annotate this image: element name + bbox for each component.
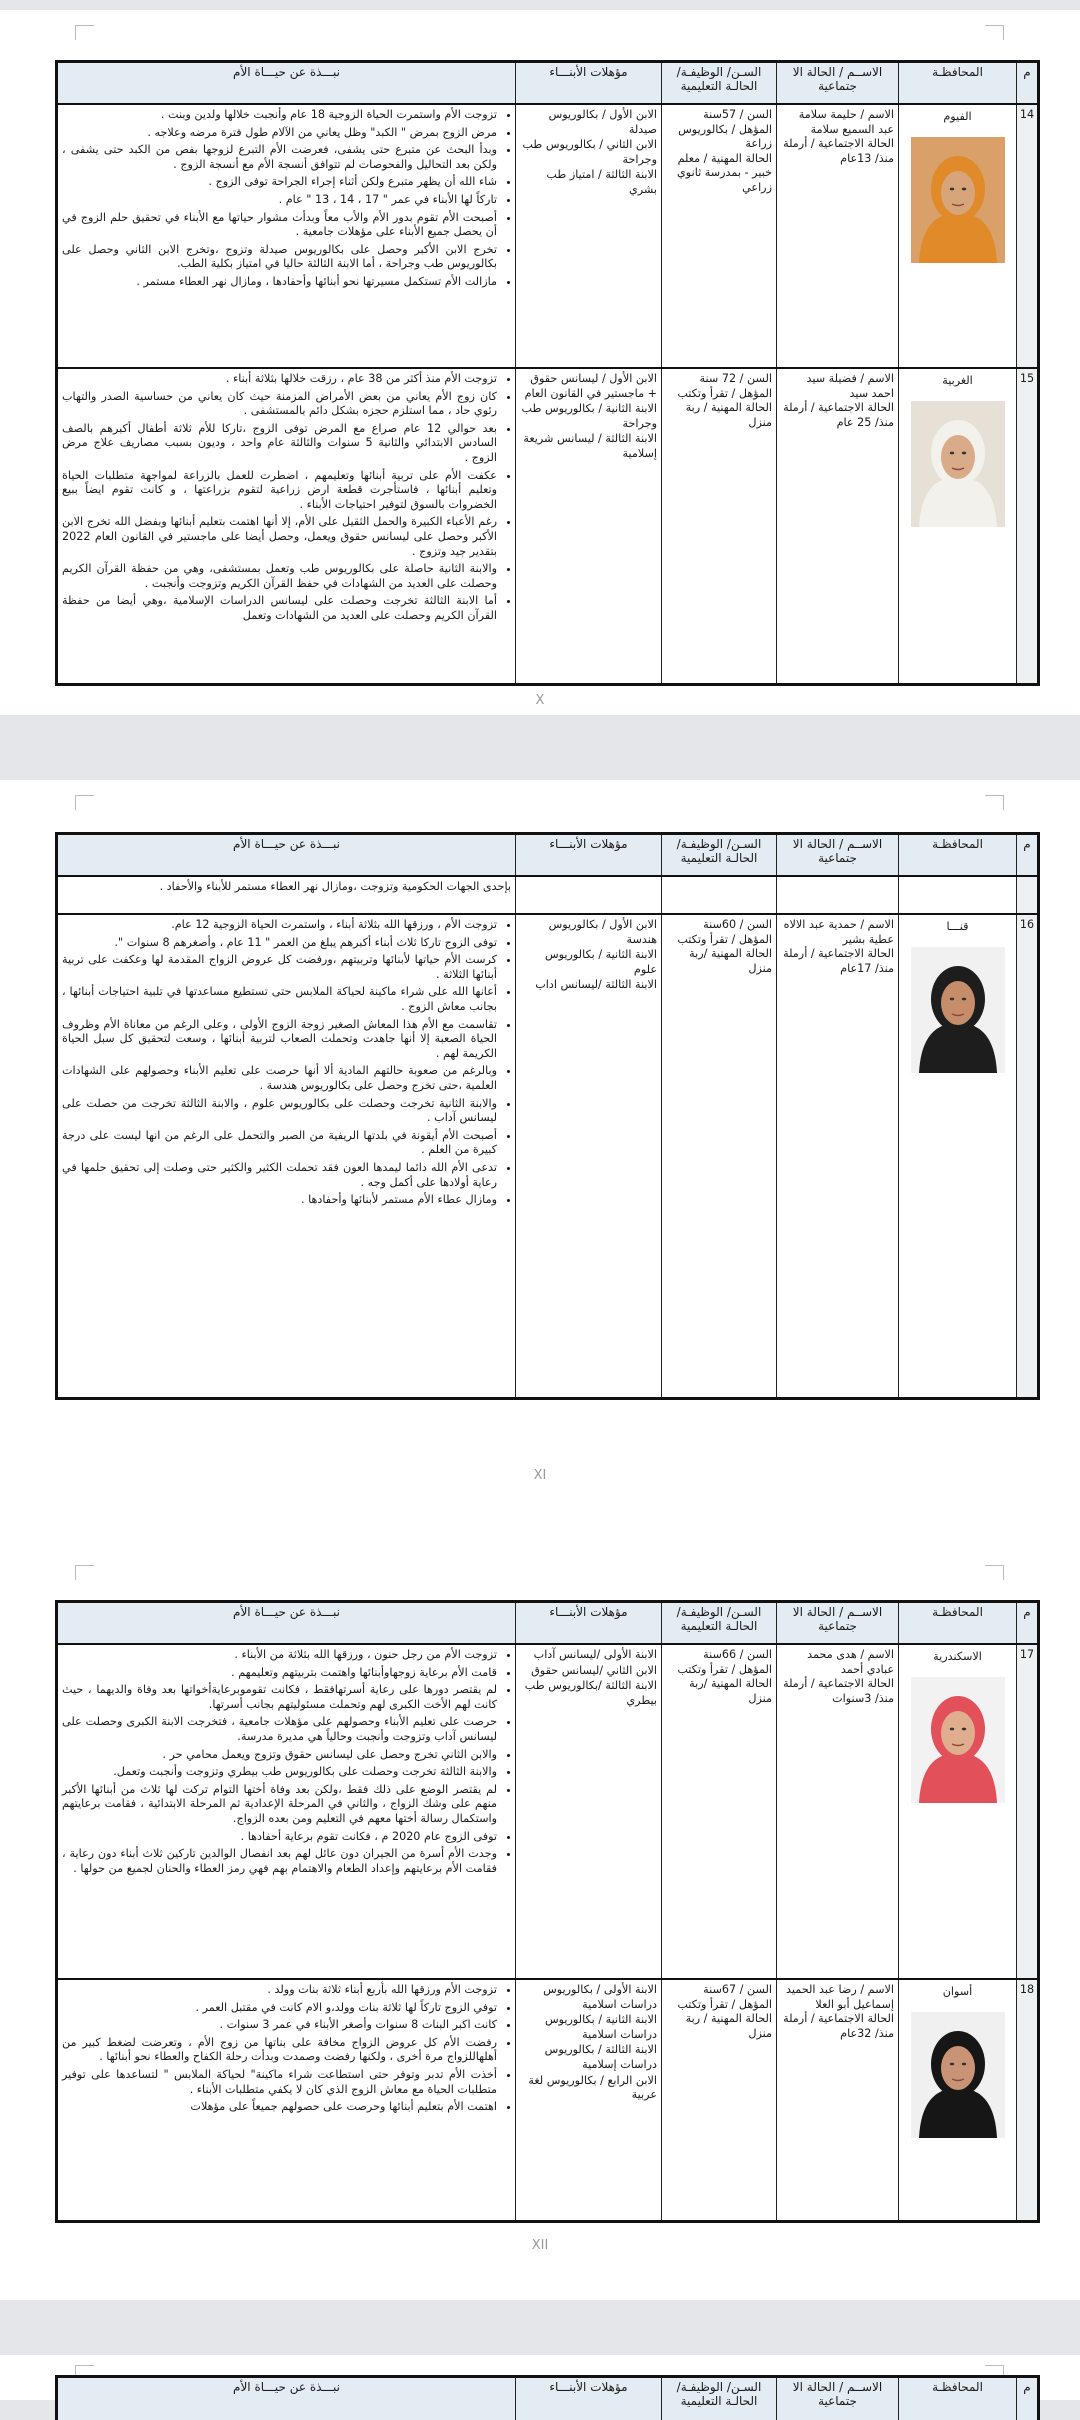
age-job-line: الحالة المهنية /ربة منزل	[689, 947, 772, 975]
age-job-line: المؤهل / تقرأ وتكتب	[677, 1662, 772, 1676]
biography-list	[62, 108, 511, 290]
document-page	[0, 10, 1080, 715]
biography-cell	[58, 1980, 515, 2220]
name-status-line: الاسم / فضيلة سيد احمد سيد	[806, 372, 894, 400]
biography-point: • عكفت الأم على تربية أبنائها وتعليمهم ، اضطرت للعمل بالزراعة لمواجهة متطلبات الحياة وتعليم أبنائها ، فاستأجرت قطعة ارض زراعية لتقوم بزراعتها ، و كانت تقوم ايضاً ببيع الخضروات بالسوق لتوفير احتياجات الأبناء .	[62, 469, 497, 513]
age-job-line: الحالة المهنية / ربة منزل	[685, 2012, 772, 2040]
biography-point: • أصبحت الأم أيقونة في بلدتها الريفية من الصبر والتحمل على الرغم من انها ليست على درجة كبيرة من العلم .	[62, 1129, 497, 1158]
header-name-status: الاســم / الحالة الا جتماعية	[776, 63, 898, 103]
biography-point: • حرصت على تعليم الأبناء وحصولهم على مؤهلات جامعية ، فتخرجت الابنة الكبرى وحصلت على ليسانس آداب وتزوجت وأنجبت وحالياً هي مديرة مدرسة.	[62, 1715, 497, 1744]
child-qualification: الابنة الثانية / بكالوريوس طب وجراحة	[521, 402, 657, 430]
row-number: 14	[1016, 105, 1037, 367]
woman-black-hijab-photo	[911, 947, 1005, 1073]
biography-list	[62, 1983, 511, 2115]
name-status-cell	[776, 1645, 898, 1978]
child-qualification: الابنة الثالثة /ليسانس اداب	[535, 978, 657, 992]
corner-mark	[985, 1565, 1004, 1580]
corner-mark	[75, 795, 94, 810]
biography-point: • والابنة الثانية حاصلة على بكالوريوس طب وتعمل بمستشفى، وهي من حفظة القرآن الكريم وحصلت على العديد من الشهادات في حفظ القرآن الكريم وتزوجت وأنجبت .	[62, 562, 497, 591]
biography-point: • أخذت الأم تدبر وتوفر حتى استطاعت شراء ماكينة" لحياكة الملابس " لتساعدها على توفير متطلبات الحياة مع معاش الزوج الذي كان لا يكفي متطلبات الأبناء .	[62, 2068, 497, 2097]
biography-list	[62, 1648, 511, 1876]
biography-point: • تزوجت الأم من رجل حنون ، ورزقها الله بثلاثة من الأبناء .	[62, 1648, 497, 1663]
name-status-cell	[776, 915, 898, 1397]
row-number: 18	[1016, 1980, 1037, 2220]
children-cell	[515, 105, 661, 367]
age-job-cell	[661, 369, 776, 683]
biography-point: • تاركاً لها الأبناء في عمر " 17 ، 14 ، 13 " عام .	[62, 193, 497, 208]
biography-cell	[58, 915, 515, 1397]
biography-point: • تزوجت الأم واستمرت الحياة الزوجية 18 عام وأنجبت خلالها ولدين وبنت .	[62, 108, 497, 123]
age-job-line: المؤهل / تقرأ وتكتب	[677, 1997, 772, 2011]
biography-point: • لم يقتصر دورها على رعاية أسرتهافقط ، فكانت تقوموبرعايةأخواتها بعد وفاة والديهما ، حيث كانت لهم الأخت الكبرى لهم وتحملت مسئوليتهم بجانب أسرتها.	[62, 1683, 497, 1712]
biography-point: • قامت الأم برعاية زوجهاوأبنائها واهتمت بتربيتهم وتعليمهم .	[62, 1666, 497, 1681]
header-mother-biography: نبـــذة عن حيـــاة الأم	[58, 2378, 515, 2420]
governorate-cell	[898, 1980, 1016, 2220]
header-children-qualifications: مؤهلات الأبنـــاء	[515, 1603, 661, 1643]
table-header-row	[58, 2378, 1037, 2420]
row-number: 17	[1016, 1645, 1037, 1978]
biography-point: • ومازال عطاء الأم مستمر لأبنائها وأحفادها .	[62, 1193, 497, 1208]
age-job-line: الحالة المهنية / ربة منزل	[685, 401, 772, 429]
biography-point: • كانت اكبر البنات 8 سنوات وأصغر الأبناء في عمر 3 سنوات .	[62, 2018, 497, 2033]
age-job-line: السن / 57سنة	[703, 108, 772, 121]
governorate-cell	[898, 105, 1016, 367]
child-qualification: الابن الرابع / بكالوريوس لغة عربية	[528, 2073, 657, 2102]
name-status-cell	[776, 1980, 898, 2220]
age-job-line: السن / 67سنة	[703, 1983, 772, 1996]
name-status-line: الحالة الاجتماعية / أرملة	[783, 947, 894, 961]
header-children-qualifications: مؤهلات الأبنـــاء	[515, 2378, 661, 2420]
age-job-cell	[661, 1980, 776, 2220]
governorate-name: الاسكندرية	[933, 1650, 982, 1663]
child-qualification: الابن الأول / بكالوريوس هندسة	[548, 918, 657, 946]
header-children-qualifications: مؤهلات الأبنـــاء	[515, 835, 661, 875]
biography-list	[62, 918, 511, 1208]
table-row	[58, 105, 1037, 369]
age-job-line: السن / 60سنة	[703, 918, 772, 931]
table-row	[58, 1980, 1037, 2220]
continuation-row	[58, 877, 1037, 915]
biography-point: • تزوجت الأم ، ورزقها الله بثلاثة أبناء ، واستمرت الحياة الزوجية 12 عام.	[62, 918, 497, 933]
name-status-line: منذ/ 25 عام	[836, 415, 894, 429]
biography-cell	[58, 1645, 515, 1978]
biography-cell	[58, 369, 515, 683]
age-job-cell	[661, 105, 776, 367]
woman-orange-hijab-photo	[911, 137, 1005, 263]
governorate-cell	[898, 1645, 1016, 1978]
woman-black-hijab-photo-2	[911, 2012, 1005, 2138]
name-status-cell	[776, 105, 898, 367]
age-job-line: المؤهل / بكالوريوس زراعة	[678, 122, 772, 151]
biography-point: • تزوجت الأم ورزقها الله بأربع أبناء ثلاثة بنات وولد .	[62, 1983, 497, 1998]
woman-red-hijab-photo	[911, 1677, 1005, 1803]
biography-cell	[58, 105, 515, 367]
child-qualification: الابنة الثانية / بكالوريوس دراسات اسلامية	[544, 2013, 657, 2041]
table-header-row	[58, 835, 1037, 877]
biography-point: • والابن الثاني تخرج وحصل على ليسانس حقوق وتزوج ويعمل محامي حر .	[62, 1748, 497, 1763]
header-age-job-education: السـن/ الوظيفـة/ الحالـة التعليمية	[661, 1603, 776, 1643]
biography-point: • توفي الزوج تاركاً لها ثلاثة بنات وولد،و الام كانت في مقتبل العمر .	[62, 2001, 497, 2016]
age-job-line: السن / 72 سنة	[699, 372, 772, 385]
governorate-cell	[898, 369, 1016, 683]
biography-point: • أصبحت الأم تقوم بدور الأم والأب معاً وبدأت مشوار حياتها مع الأبناء في تحقيق حلم الزوج في أن يحصل جميع الأبناء على مؤهلات جامعية .	[62, 211, 497, 240]
document-page	[0, 1550, 1080, 2300]
child-qualification: الابنة الثالثة / ليسانس شريعة إسلامية	[523, 432, 657, 460]
header-mother-biography: نبـــذة عن حيـــاة الأم	[58, 835, 515, 875]
biography-point: • شاء الله أن يظهر متبرع ولكن أثناء إجراء الجراحة توفى الزوج .	[62, 175, 497, 190]
biography-point: • وجدت الأم أسرة من الجيران دون عائل لهم بعد انفصال الوالدين تاركين ثلاث أبناء دون رعاية ، فقامت الأم برعايتهم وإعداد الطعام والاهتمام بهم فهي رمز العطاء والحنان لجميع من حولها .	[62, 1847, 497, 1876]
header-governorate: المحافظـة	[898, 835, 1016, 875]
governorate-name: قنـــا	[946, 920, 969, 933]
table-row	[58, 369, 1037, 683]
header-age-job-education: السـن/ الوظيفـة/ الحالـة التعليمية	[661, 835, 776, 875]
name-status-line: الاسم / هدى محمد عبادي أحمد	[807, 1648, 894, 1676]
biography-point: • لم يقتصر الوضع على ذلك فقط ،ولكن بعد وفاة أختها التوام تركت لها ثلاث من أبنائها الأكبر منهم على وشك الزواج ، والثاني في المرحلة الإعدادية ثم المرحلة الابتدائية ، فقامت برعايتهم واستكمال رسالة أختها معهم في التعليم ومن بعده الزواج.	[62, 1783, 497, 1827]
name-status-line: الاسم / حمدية عبد الالاه عطية بشير	[783, 918, 894, 946]
mothers-table	[55, 1600, 1040, 2223]
name-status-line: الحالة الاجتماعية / أرملة	[783, 1677, 894, 1691]
woman-white-hijab-photo	[911, 401, 1005, 527]
child-qualification: الابنة الثالثة / بكالوريوس دراسات إسلامية	[544, 2043, 657, 2071]
children-cell	[515, 1645, 661, 1978]
mothers-table	[55, 60, 1040, 686]
name-status-line: الاسم / حليمة سلامة عبد السميع سلامة	[798, 108, 894, 136]
age-job-line: الحالة المهنية /ربة منزل	[689, 1677, 772, 1705]
table-header-row	[58, 1603, 1037, 1645]
biography-point: • أما الابنة الثالثة تخرجت وحصلت على ليسانس الدراسات الإسلامية ،وهي أيضا من حفظة القرآن الكريم وحصلت على العديد من الشهادات وتعمل	[62, 594, 497, 623]
biography-point: • رفضت الأم كل عروض الزواج مخافة على بناتها من زوج الأم ، وتعرضت لضغط كبير من أهلهاللزواج مرة أخرى ، ولكنها رفضت وصمدت وبدأت رحلة الكفاح والعطاء نحو أبنائها .	[62, 2036, 497, 2065]
corner-mark	[985, 25, 1004, 40]
header-number: م	[1016, 63, 1037, 103]
child-qualification: الابنة الأولى / بكالوريوس دراسات اسلامية	[543, 1983, 657, 2011]
governorate-cell	[898, 915, 1016, 1397]
child-qualification: الابنة الثالثة / امتياز طب بشري	[546, 168, 657, 196]
child-qualification: الابن الثاني / بكالوريوس طب وجراحة	[522, 138, 657, 166]
biography-point: • كرست الأم حياتها لأبنائها وتربيتهم ،ورفضت كل عروض الزواج المقدمة لها وعكفت على تربية أبنائها الثلاثة .	[62, 953, 497, 982]
name-status-line: منذ/ 3سنوات	[832, 1691, 894, 1705]
header-number: م	[1016, 1603, 1037, 1643]
biography-point: • أعانها الله على شراء ماكينة لحياكة الملابس حتى تستطيع مساعدتها في تلبية احتياجات أبنائها ، بجانب معاش الزوج .	[62, 985, 497, 1014]
biography-point: • مازالت الأم تستكمل مسيرتها نحو أبنائها وأحفادها ، ومازال نهر العطاء مستمر .	[62, 275, 497, 290]
row-number: 16	[1016, 915, 1037, 1397]
child-qualification: الابنة الأولى /ليسانس آداب	[533, 1648, 657, 1661]
age-job-cell	[661, 1645, 776, 1978]
corner-mark	[75, 1565, 94, 1580]
table-row	[58, 915, 1037, 1397]
biography-point: • تخرج الابن الأكبر وحصل على بكالوريوس صيدلة وتزوج ،وتخرج الابن الثاني وحصل على بكالوريوس طب وجراحة ، أما الابنة الثالثة حاليا في امتياز بكلية الطب.	[62, 243, 497, 272]
header-governorate: المحافظـة	[898, 2378, 1016, 2420]
age-job-line: السن / 66سنة	[703, 1648, 772, 1661]
page-number: XI	[533, 1468, 547, 1483]
biography-point: • والابنة الثانية تخرجت وحصلت على بكالوريوس علوم ، والابنة الثالثة تخرجت من حصلت على ليسانس آداب .	[62, 1097, 497, 1126]
governorate-name: أسوان	[942, 1985, 973, 1998]
name-status-line: الحالة الاجتماعية / أرملة	[783, 401, 894, 415]
mothers-table	[55, 2375, 1040, 2420]
name-status-line: الاسم / رضا عبد الحميد إسماعيل أبو العلا	[786, 1983, 894, 2011]
continuation-text: بإحدى الجهات الحكومية وتزوجت ،ومازال نهر العطاء مستمر للأبناء والأحفاد .	[159, 880, 511, 893]
name-status-line: الحالة الاجتماعية / أرملة	[783, 137, 894, 151]
biography-point: • كان زوج الأم يعاني من بعض الأمراض المزمنة حيث كان يعاني من حساسية الصدر والتهاب رئوي حاد ، مما استلزم حجزه بشكل دائم بالمستشفى .	[62, 390, 497, 419]
biography-point: • توفى الزوج عام 2020 م ، فكانت تقوم برعاية أحفادها .	[62, 1830, 497, 1845]
biography-point: • مرض الزوج بمرض " الكبد" وظل يعاني من الآلام طول فترة مرضه وعلاجه .	[62, 126, 497, 141]
mothers-table	[55, 832, 1040, 1400]
header-mother-biography: نبـــذة عن حيـــاة الأم	[58, 63, 515, 103]
child-qualification: الابن الأول / بكالوريوس صيدلة	[548, 108, 657, 136]
children-cell	[515, 369, 661, 683]
document-page	[0, 780, 1080, 1555]
governorate-name: الغربية	[942, 374, 973, 387]
header-children-qualifications: مؤهلات الأبنـــاء	[515, 63, 661, 103]
governorate-name: الفيوم	[943, 110, 972, 123]
biography-point: • اهتمت الأم بتعليم أبنائها وحرصت على حصولهم جميعاً على مؤهلات	[62, 2100, 497, 2115]
header-mother-biography: نبـــذة عن حيـــاة الأم	[58, 1603, 515, 1643]
children-cell	[515, 915, 661, 1397]
header-governorate: المحافظـة	[898, 63, 1016, 103]
biography-list	[62, 372, 511, 624]
name-status-line: منذ/ 17عام	[840, 961, 894, 975]
header-age-job-education: السـن/ الوظيفـة/ الحالـة التعليمية	[661, 2378, 776, 2420]
table-row	[58, 1645, 1037, 1980]
name-status-cell	[776, 369, 898, 683]
age-job-line: المؤهل / تقرأ وتكتب	[677, 932, 772, 946]
header-age-job-education: السـن/ الوظيفـة/ الحالـة التعليمية	[661, 63, 776, 103]
header-number: م	[1016, 2378, 1037, 2420]
header-governorate: المحافظـة	[898, 1603, 1016, 1643]
biography-point: • وبدأ البحث عن متبرع حتى يشفى، فعرضت الأم التبرع لزوجها بفص من الكبد حتى يشفى ، ولكن بعد التحاليل والفحوصات لم تتوافق أنسجة الأم مع أنسجة الزوج .	[62, 143, 497, 172]
header-name-status: الاســم / الحالة الا جتماعية	[776, 835, 898, 875]
biography-point: • رغم الأعباء الكبيرة والحمل الثقيل على الأم، إلا أنها اهتمت بتعليم أبنائها وبفضل الله تخرج الابن الأكبر وحصل على ليسانس حقوق ويعمل، وحصل أيضا على ماجستير في القانون العام 2022 بتقدير جيد وتزوج .	[62, 515, 497, 559]
child-qualification: الابنة الثانية / بكالوريوس علوم	[544, 948, 657, 976]
biography-point: • والابنة الثالثة تخرجت وحصلت على بكالوريوس طب بيطري وتزوجت وأنجبت وتعمل.	[62, 1765, 497, 1780]
table-header-row	[58, 63, 1037, 105]
corner-mark	[75, 25, 94, 40]
biography-point: • وبالرغم من صعوبة حالتهم المادية ألا أنها حرصت على تعليم الأبناء وحصولهم على الشهادات العلمية ،حتى تخرج وحصل على بكالوريوس هندسة .	[62, 1064, 497, 1093]
biography-point: • بعد حوالي 12 عام صراع مع المرض توفى الزوج ،تاركا للأم ثلاثة أطفال أكبرهم بالصف السادس الابتدائي والثانية 5 سنوات والثالثة عام واحد ، وديون بسبب مصاريف علاج مرض الزوج .	[62, 422, 497, 466]
children-cell	[515, 1980, 661, 2220]
header-name-status: الاســم / الحالة الا جتماعية	[776, 1603, 898, 1643]
header-name-status: الاســم / الحالة الا جتماعية	[776, 2378, 898, 2420]
row-number: 15	[1016, 369, 1037, 683]
age-job-line: الحالة المهنية / معلم خبير - بمدرسة ثانوي زراعي	[677, 151, 772, 194]
biography-point: • تدعى الأم الله دائما ليمدها العون فقد تحملت الكثير والكثير حتى وصلت إلى تحقيق حلمها في رعاية أولادها على أكمل وجه .	[62, 1161, 497, 1190]
age-job-line: المؤهل / تقرأ وتكتب	[677, 386, 772, 400]
biography-point: • تزوجت الأم منذ أكثر من 38 عام ، رزقت خلالها بثلاثة أبناء .	[62, 372, 497, 387]
header-number: م	[1016, 835, 1037, 875]
page-number: XII	[531, 2238, 549, 2253]
corner-mark	[985, 795, 1004, 810]
child-qualification: الابنة الثالثة /بكالوريوس طب بيطري	[524, 1679, 657, 1707]
document-page	[0, 2355, 1080, 2408]
biography-point: • تقاسمت مع الأم هذا المعاش الصغير زوجة الزوج الأولى ، وعلى الرغم من معاناة الأم وظروف الحياة الصعبة إلا أنها جاهدت وتحملت الصعاب لتربية أبنائها ، وسعت لتحقيق كل سبل الحياة الكريمة لهم .	[62, 1018, 497, 1062]
child-qualification: الابن الثاني /ليسانس حقوق	[531, 1663, 657, 1677]
name-status-line: منذ/ 13عام	[840, 151, 894, 165]
name-status-line: الحالة الاجتماعية / أرملة	[783, 2012, 894, 2026]
biography-point: • توفى الزوج تاركا ثلاث أبناء أكبرهم يبلغ من العمر " 11 عام ، وأصغرهم 8 سنوات ".	[62, 936, 497, 951]
page-number: X	[535, 693, 545, 708]
child-qualification: الابن الأول / ليسانس حقوق + ماجستير في القانون العام	[524, 372, 657, 400]
name-status-line: منذ/ 32عام	[840, 2026, 894, 2040]
age-job-cell	[661, 915, 776, 1397]
